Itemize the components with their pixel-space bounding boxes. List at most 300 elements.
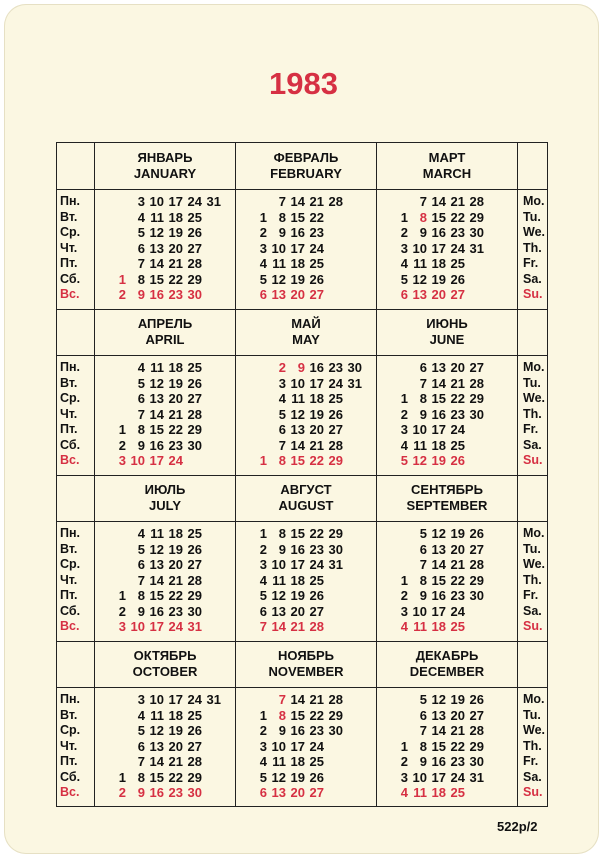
day-number: 5	[259, 769, 267, 785]
weekday-label: Чт.	[60, 572, 78, 587]
day-number: 16	[290, 541, 305, 557]
day-number: 7	[278, 437, 286, 453]
day-number: 20	[450, 360, 465, 375]
weekday-label: Чт.	[60, 406, 78, 421]
weekday-row	[235, 573, 377, 589]
day-number: 28	[469, 194, 484, 209]
weekday-label: Tu.	[523, 209, 541, 224]
day-number: 27	[309, 785, 324, 800]
weekday-label: Пн.	[60, 194, 81, 208]
weekday-row	[376, 256, 518, 272]
day-number: 9	[137, 287, 145, 302]
day-number: 26	[187, 541, 202, 557]
day-number: 25	[309, 572, 324, 588]
weekday-label: Сб.	[60, 769, 81, 784]
calendar-grid	[56, 142, 548, 807]
weekday-row	[376, 557, 518, 573]
day-number: 4	[137, 707, 145, 723]
day-number: 27	[469, 707, 484, 723]
weekday-row	[235, 241, 377, 257]
day-number: 23	[450, 225, 465, 240]
day-number: 6	[137, 391, 145, 406]
day-number: 19	[168, 225, 183, 240]
weekday-row	[376, 376, 518, 392]
day-number: 10	[149, 194, 164, 209]
day-number: 28	[187, 406, 202, 422]
month-name-ru: ФЕВРАЛЬ	[273, 150, 339, 165]
day-number: 30	[187, 437, 202, 453]
day-number: 4	[137, 360, 145, 375]
day-number: 24	[450, 422, 465, 437]
day-number: 13	[271, 287, 286, 302]
day-number: 14	[431, 375, 446, 391]
day-number: 22	[309, 209, 324, 225]
day-number: 14	[431, 557, 446, 572]
day-number: 14	[149, 754, 164, 769]
day-number: 9	[278, 723, 286, 738]
day-number: 20	[450, 707, 465, 723]
day-number: 24	[309, 738, 324, 754]
day-number: 23	[450, 754, 465, 769]
day-number: 28	[469, 557, 484, 572]
day-number: 1	[118, 769, 126, 785]
day-number: 11	[291, 391, 305, 406]
day-number: 22	[168, 769, 183, 785]
day-number: 5	[137, 225, 145, 240]
day-number: 21	[168, 256, 183, 271]
day-number: 24	[450, 603, 465, 619]
day-number: 15	[149, 422, 164, 437]
weekday-label: Sa.	[523, 603, 542, 618]
day-number: 27	[309, 603, 324, 619]
weekday-row	[235, 785, 377, 801]
day-number: 14	[431, 723, 446, 738]
weekday-row	[376, 739, 518, 755]
day-number: 2	[118, 785, 126, 800]
day-number: 30	[469, 406, 484, 422]
month-name-en: JULY	[148, 498, 182, 513]
day-number: 1	[118, 271, 126, 287]
day-number: 18	[168, 360, 183, 375]
day-number: 1	[400, 572, 408, 588]
day-number: 19	[168, 541, 183, 557]
day-number: 30	[187, 785, 202, 800]
day-number: 5	[259, 271, 267, 287]
weekday-label: Su.	[523, 453, 543, 467]
day-number: 11	[150, 209, 164, 225]
day-number: 8	[278, 209, 286, 225]
weekday-label: Пт.	[60, 256, 78, 270]
month-days	[376, 526, 518, 635]
weekday-row	[235, 619, 377, 635]
day-number: 10	[149, 692, 164, 707]
weekday-row	[376, 453, 518, 469]
day-number: 30	[469, 588, 484, 603]
day-number: 25	[450, 619, 465, 634]
day-number: 16	[431, 588, 446, 603]
day-number: 7	[137, 754, 145, 769]
day-number: 18	[168, 209, 183, 225]
day-number: 27	[187, 391, 202, 406]
day-number: 10	[412, 603, 427, 619]
day-number: 30	[328, 541, 343, 557]
day-number: 11	[272, 754, 286, 769]
day-number: 27	[187, 240, 202, 256]
day-number: 9	[297, 360, 305, 375]
day-number: 8	[419, 738, 427, 754]
day-number: 19	[309, 406, 324, 422]
day-number: 20	[168, 240, 183, 256]
weekday-label: Mo.	[523, 360, 545, 374]
weekday-row	[94, 604, 236, 620]
weekday-label: Tu.	[523, 707, 541, 722]
weekday-label: Вс.	[60, 453, 80, 467]
weekday-row	[235, 256, 377, 272]
day-number: 11	[413, 256, 427, 271]
day-number: 29	[328, 453, 343, 468]
day-number: 5	[259, 588, 267, 603]
weekday-label: Вт.	[60, 707, 78, 722]
month-header	[235, 316, 377, 348]
weekday-label: Пн.	[60, 526, 81, 540]
weekday-row	[94, 754, 236, 770]
day-number: 3	[259, 557, 267, 572]
weekday-row	[235, 588, 377, 604]
day-number: 13	[271, 785, 286, 800]
day-number: 2	[118, 437, 126, 453]
weekday-row	[94, 692, 236, 708]
day-number: 15	[290, 526, 305, 541]
weekday-row	[235, 360, 377, 376]
weekday-labels-ru	[60, 692, 96, 801]
day-number: 10	[130, 619, 145, 634]
day-number: 4	[278, 391, 286, 406]
day-number: 8	[278, 453, 286, 468]
day-number: 7	[419, 723, 427, 738]
day-number: 24	[450, 240, 465, 256]
day-number: 15	[431, 391, 446, 406]
weekday-row	[376, 604, 518, 620]
day-number: 6	[137, 240, 145, 256]
day-number: 25	[450, 256, 465, 271]
day-number: 3	[400, 240, 408, 256]
day-number: 14	[431, 194, 446, 209]
weekday-label: Fr.	[523, 256, 539, 270]
weekday-labels-en	[523, 526, 559, 635]
day-number: 3	[278, 375, 286, 391]
day-number: 1	[118, 422, 126, 437]
day-number: 4	[259, 754, 267, 769]
day-number: 17	[309, 375, 324, 391]
day-number: 18	[290, 256, 305, 271]
day-number: 28	[187, 572, 202, 588]
weekday-row	[376, 438, 518, 454]
day-number: 10	[290, 375, 305, 391]
month-name-ru: ИЮНЬ	[426, 316, 468, 331]
weekday-row	[94, 360, 236, 376]
day-number: 16	[431, 406, 446, 422]
day-number: 18	[431, 437, 446, 453]
day-number: 7	[137, 406, 145, 422]
day-number: 29	[469, 572, 484, 588]
day-number: 10	[271, 557, 286, 572]
day-number: 26	[187, 723, 202, 738]
day-number: 29	[469, 738, 484, 754]
weekday-label: Ср.	[60, 557, 81, 571]
day-number: 15	[290, 453, 305, 468]
day-number: 29	[328, 526, 343, 541]
day-number: 26	[450, 453, 465, 468]
day-number: 28	[469, 723, 484, 738]
day-number: 7	[137, 572, 145, 588]
day-number: 14	[149, 406, 164, 422]
month-header	[94, 316, 236, 348]
day-number: 24	[328, 375, 343, 391]
day-number: 6	[278, 422, 286, 437]
month-header	[376, 150, 518, 182]
day-number: 1	[400, 391, 408, 406]
day-number: 15	[431, 572, 446, 588]
day-number: 8	[419, 572, 427, 588]
day-number: 12	[149, 225, 164, 240]
weekday-label: We.	[523, 225, 545, 239]
day-number: 26	[309, 588, 324, 603]
day-number: 2	[400, 588, 408, 603]
month-name-ru: АВГУСТ	[280, 482, 332, 497]
weekday-labels-ru	[60, 526, 96, 635]
month-name-en: FEBRUARY	[270, 166, 342, 181]
day-number: 17	[431, 603, 446, 619]
day-number: 21	[168, 572, 183, 588]
day-number: 27	[187, 557, 202, 572]
day-number: 11	[150, 360, 164, 375]
day-number: 18	[290, 572, 305, 588]
weekday-row	[94, 739, 236, 755]
weekday-row	[376, 542, 518, 558]
day-number: 2	[259, 723, 267, 738]
weekday-row	[235, 557, 377, 573]
day-number: 29	[328, 707, 343, 723]
weekday-label: Sa.	[523, 437, 542, 452]
day-number: 27	[328, 422, 343, 437]
day-number: 22	[450, 391, 465, 406]
day-number: 20	[309, 422, 324, 437]
weekday-label: Пт.	[60, 754, 78, 768]
weekday-labels-ru	[60, 194, 96, 303]
month-days	[94, 526, 236, 635]
day-number: 12	[271, 588, 286, 603]
month-header	[94, 482, 236, 514]
weekday-label: Ср.	[60, 391, 81, 405]
weekday-row	[235, 542, 377, 558]
day-number: 12	[149, 541, 164, 557]
day-number: 8	[278, 707, 286, 723]
weekday-row	[235, 438, 377, 454]
day-number: 3	[118, 453, 126, 468]
day-number: 22	[168, 271, 183, 287]
day-number: 20	[450, 541, 465, 557]
weekday-row	[94, 407, 236, 423]
weekday-label: Вс.	[60, 287, 80, 301]
day-number: 23	[328, 360, 343, 375]
weekday-label: Mo.	[523, 194, 545, 208]
day-number: 31	[328, 557, 343, 572]
month-name-en: MARCH	[422, 166, 472, 181]
day-number: 1	[400, 738, 408, 754]
weekday-row	[94, 526, 236, 542]
day-number: 12	[412, 271, 427, 287]
day-number: 19	[290, 769, 305, 785]
day-number: 28	[309, 619, 324, 634]
day-number: 21	[309, 194, 324, 209]
day-number: 7	[419, 557, 427, 572]
day-number: 23	[450, 406, 465, 422]
day-number: 21	[450, 194, 465, 209]
day-number: 31	[469, 240, 484, 256]
weekday-row	[235, 225, 377, 241]
weekday-label: We.	[523, 557, 545, 571]
day-number: 30	[347, 360, 362, 375]
day-number: 26	[309, 769, 324, 785]
weekday-label: Пт.	[60, 588, 78, 602]
day-number: 20	[168, 391, 183, 406]
day-number: 16	[290, 723, 305, 738]
day-number: 10	[412, 240, 427, 256]
day-number: 25	[450, 785, 465, 800]
day-number: 17	[149, 453, 164, 468]
day-number: 11	[150, 707, 164, 723]
month-days	[376, 360, 518, 469]
weekday-label: Сб.	[60, 603, 81, 618]
day-number: 16	[149, 785, 164, 800]
weekday-row	[235, 287, 377, 303]
weekday-label: Fr.	[523, 422, 539, 436]
weekday-row	[94, 210, 236, 226]
weekday-row	[376, 526, 518, 542]
day-number: 25	[187, 707, 202, 723]
weekday-label: Mo.	[523, 526, 545, 540]
day-number: 17	[149, 619, 164, 634]
day-number: 25	[187, 360, 202, 375]
weekday-row	[94, 542, 236, 558]
day-number: 9	[419, 225, 427, 240]
month-header	[94, 150, 236, 182]
weekday-row	[235, 526, 377, 542]
weekday-label: Вт.	[60, 209, 78, 224]
weekday-row	[94, 391, 236, 407]
weekday-label: Вс.	[60, 785, 80, 799]
day-number: 24	[187, 692, 202, 707]
day-number: 13	[149, 240, 164, 256]
month-name-ru: СЕНТЯБРЬ	[411, 482, 483, 497]
day-number: 25	[328, 391, 343, 406]
month-name-en: APRIL	[145, 332, 185, 347]
day-number: 4	[259, 572, 267, 588]
day-number: 29	[469, 209, 484, 225]
day-number: 30	[469, 225, 484, 240]
day-number: 28	[328, 194, 343, 209]
weekday-row	[94, 573, 236, 589]
day-number: 7	[278, 692, 286, 707]
day-number: 6	[137, 557, 145, 572]
day-number: 14	[149, 256, 164, 271]
day-number: 30	[328, 723, 343, 738]
weekday-row	[94, 785, 236, 801]
day-number: 7	[137, 256, 145, 271]
day-number: 19	[431, 271, 446, 287]
day-number: 15	[290, 707, 305, 723]
day-number: 12	[149, 723, 164, 738]
day-number: 5	[400, 453, 408, 468]
weekday-row	[376, 360, 518, 376]
day-number: 18	[431, 256, 446, 271]
weekday-row	[94, 287, 236, 303]
day-number: 17	[290, 557, 305, 572]
weekday-row	[94, 619, 236, 635]
day-number: 5	[419, 526, 427, 541]
day-number: 16	[431, 754, 446, 769]
weekday-row	[94, 708, 236, 724]
day-number: 6	[419, 707, 427, 723]
day-number: 2	[400, 754, 408, 769]
day-number: 13	[431, 707, 446, 723]
day-number: 9	[419, 754, 427, 769]
day-number: 22	[450, 572, 465, 588]
day-number: 5	[137, 541, 145, 557]
day-number: 11	[413, 619, 427, 634]
day-number: 14	[271, 619, 286, 634]
day-number: 11	[413, 785, 427, 800]
day-number: 10	[271, 738, 286, 754]
weekday-label: Mo.	[523, 692, 545, 706]
day-number: 17	[431, 422, 446, 437]
day-number: 8	[137, 769, 145, 785]
weekday-label: Th.	[523, 572, 542, 587]
month-name-ru: АПРЕЛЬ	[137, 316, 193, 331]
day-number: 15	[149, 271, 164, 287]
day-number: 12	[290, 406, 305, 422]
day-number: 3	[137, 692, 145, 707]
day-number: 8	[419, 209, 427, 225]
day-number: 9	[419, 406, 427, 422]
day-number: 23	[309, 541, 324, 557]
day-number: 21	[450, 375, 465, 391]
weekday-row	[94, 453, 236, 469]
month-header	[376, 482, 518, 514]
month-name-ru: МАЙ	[291, 316, 321, 331]
day-number: 28	[328, 692, 343, 707]
weekday-label: Вт.	[60, 541, 78, 556]
weekday-label: Вт.	[60, 375, 78, 390]
day-number: 2	[259, 541, 267, 557]
weekday-row	[94, 194, 236, 210]
day-number: 21	[450, 723, 465, 738]
day-number: 9	[137, 437, 145, 453]
day-number: 8	[137, 588, 145, 603]
day-number: 16	[290, 225, 305, 240]
weekday-label: Th.	[523, 240, 542, 255]
day-number: 19	[290, 588, 305, 603]
day-number: 11	[413, 437, 427, 453]
weekday-label: Пт.	[60, 422, 78, 436]
weekday-row	[376, 770, 518, 786]
weekday-row	[235, 604, 377, 620]
day-number: 19	[290, 271, 305, 287]
day-number: 18	[168, 526, 183, 541]
day-number: 31	[206, 692, 221, 707]
day-number: 22	[168, 588, 183, 603]
day-number: 12	[271, 271, 286, 287]
